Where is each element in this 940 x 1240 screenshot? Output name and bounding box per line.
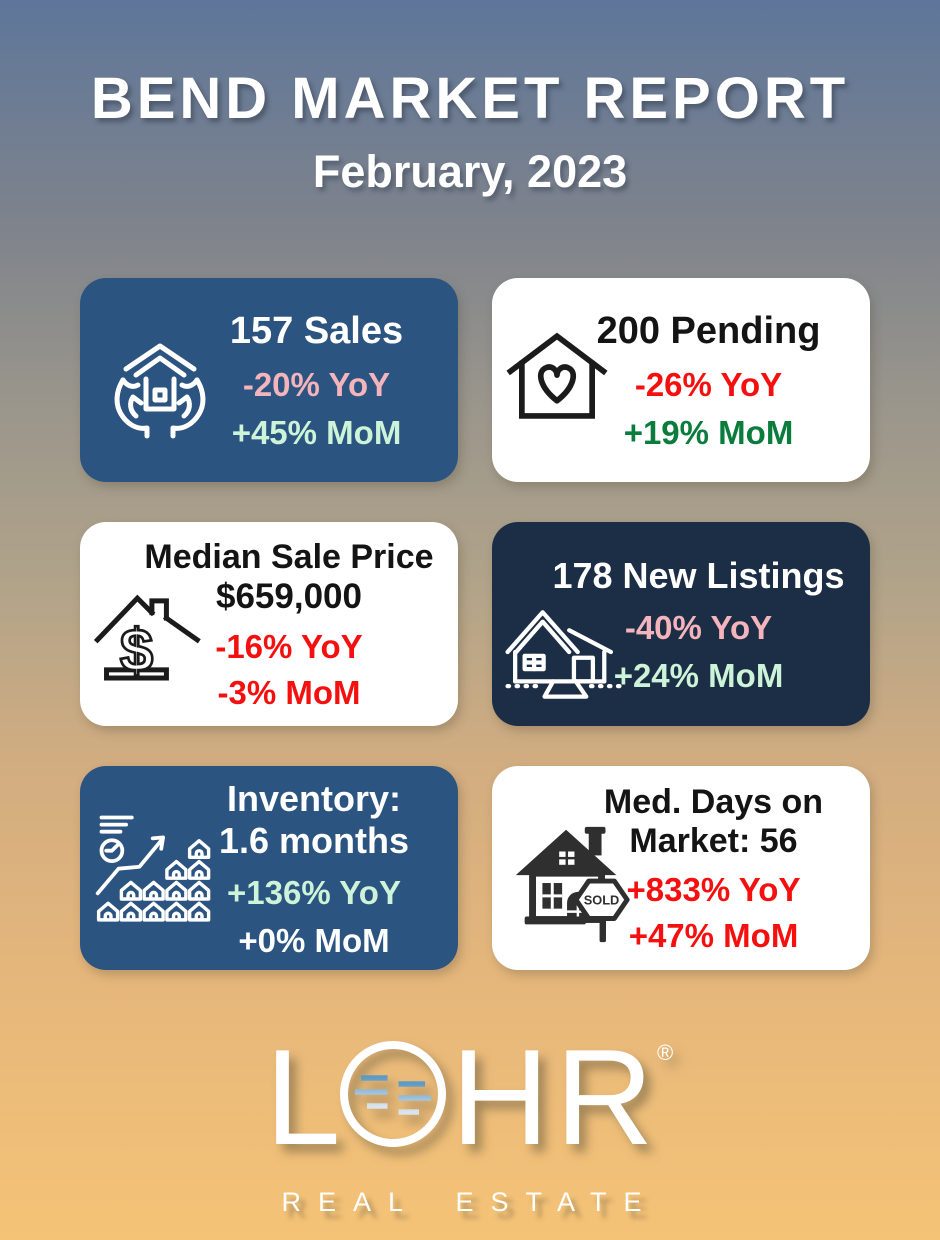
yoy-stat: -20% YoY bbox=[242, 365, 391, 403]
mom-stat: +45% MoM bbox=[231, 413, 402, 451]
yoy-stat: +136% YoY bbox=[227, 873, 401, 911]
stats-grid bbox=[80, 278, 940, 970]
card-title: Med. Days on bbox=[603, 782, 824, 821]
sold-label: SOLD bbox=[583, 892, 620, 908]
mom-stat: +24% MoM bbox=[613, 656, 784, 694]
card-title: 200 Pending bbox=[596, 310, 821, 353]
logo-letters-hr: HR bbox=[451, 1028, 660, 1173]
yoy-stat: +833% YoY bbox=[626, 871, 801, 909]
report-header bbox=[0, 0, 940, 200]
logo-tree-emblem-icon bbox=[355, 1058, 431, 1130]
logo-tagline: REAL ESTATE bbox=[281, 1187, 659, 1217]
page-title: BEND MARKET REPORT bbox=[90, 66, 850, 131]
lohr-logo bbox=[0, 1028, 940, 1218]
card-title: Median Sale Price bbox=[144, 538, 434, 577]
mom-stat: +19% MoM bbox=[623, 413, 794, 451]
yoy-stat: -26% YoY bbox=[634, 365, 783, 403]
registered-trademark-symbol: ® bbox=[657, 1040, 674, 1065]
inventory-card bbox=[80, 766, 458, 970]
new-listings-card bbox=[492, 522, 870, 726]
mom-stat: +47% MoM bbox=[628, 917, 799, 955]
card-subtitle: 1.6 months bbox=[218, 820, 410, 861]
yoy-stat: -16% YoY bbox=[215, 627, 363, 665]
card-title: Inventory: bbox=[226, 778, 402, 820]
card-title: 157 Sales bbox=[229, 310, 404, 353]
pending-card bbox=[492, 278, 870, 482]
sales-card bbox=[80, 278, 458, 482]
card-subtitle: Market: 56 bbox=[629, 822, 798, 860]
days-on-market-card bbox=[492, 766, 870, 970]
mom-stat: +0% MoM bbox=[238, 921, 390, 959]
median-sale-price-card bbox=[80, 522, 458, 726]
dollar-glyph: $ bbox=[119, 616, 154, 684]
lohr-wordmark bbox=[255, 1028, 685, 1178]
card-subtitle: $659,000 bbox=[216, 577, 362, 617]
page-subtitle: February, 2023 bbox=[312, 146, 628, 197]
mom-stat: -3% MoM bbox=[217, 673, 361, 711]
logo-letter-l: L bbox=[265, 1028, 341, 1173]
yoy-stat: -40% YoY bbox=[624, 608, 773, 646]
card-title: 178 New Listings bbox=[552, 555, 845, 597]
